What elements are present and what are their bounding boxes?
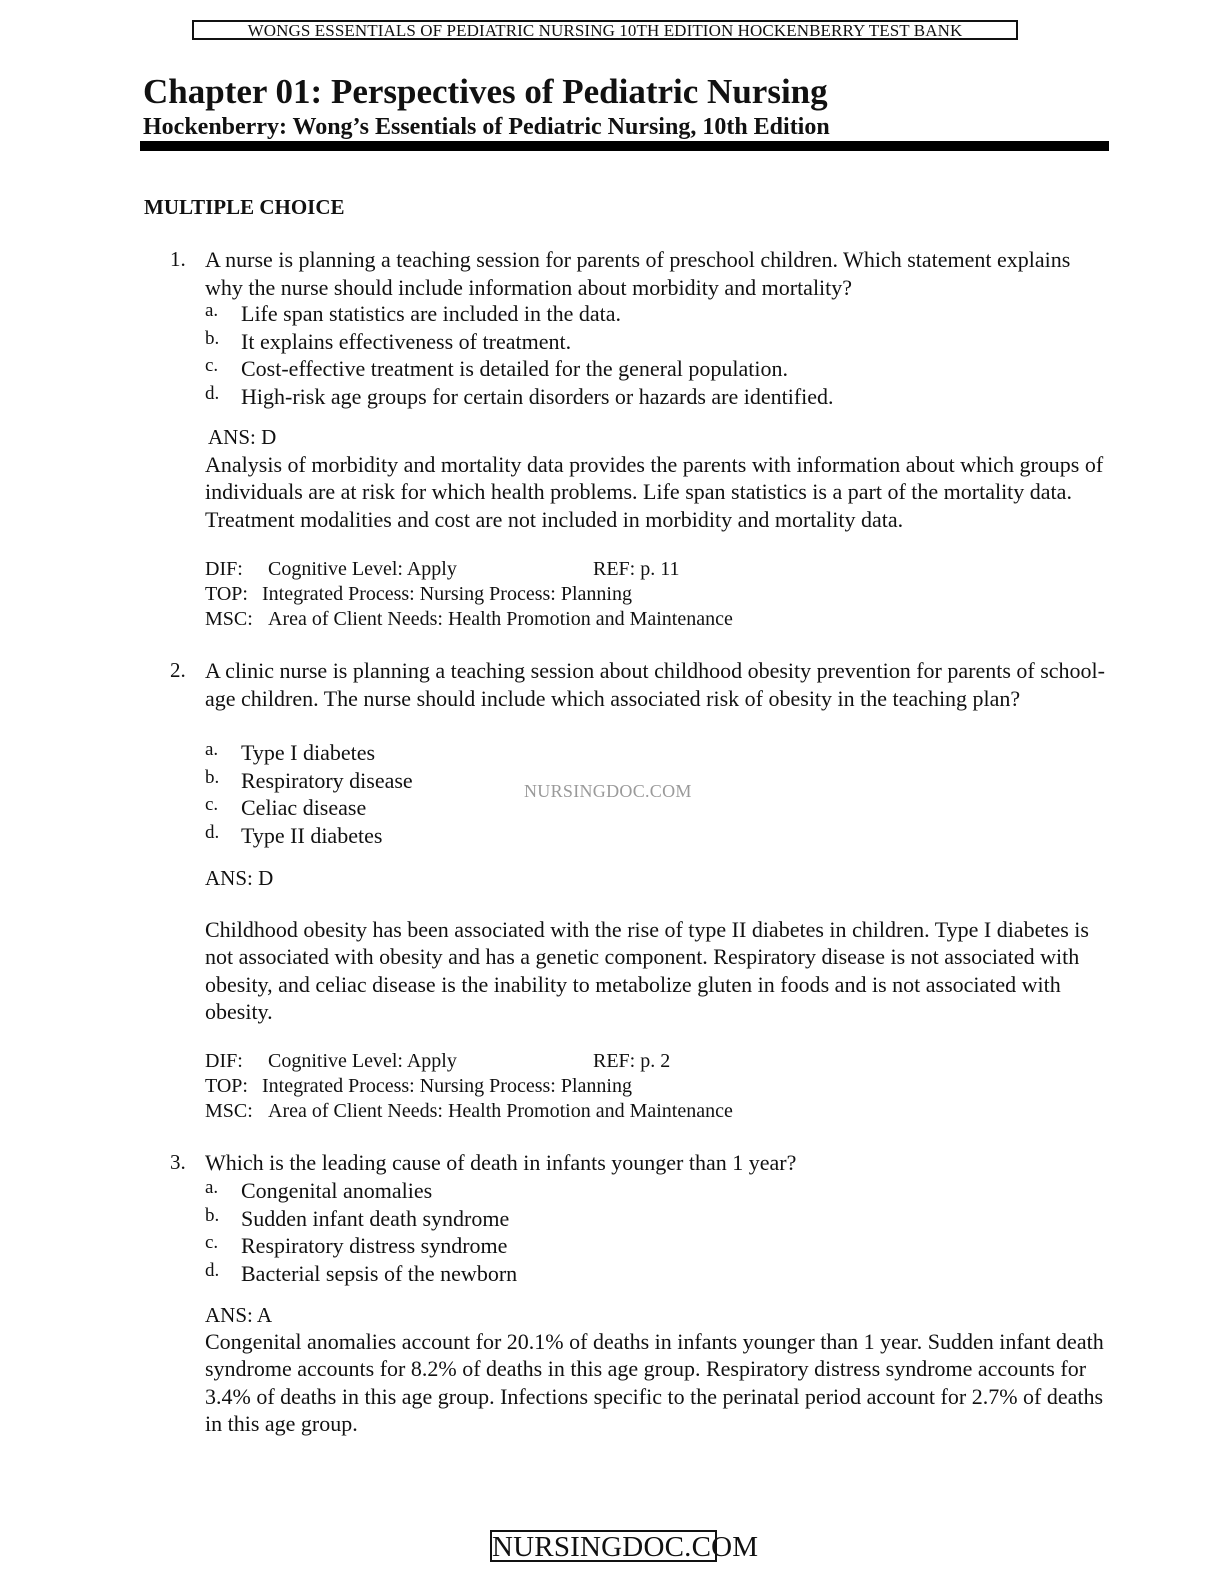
header-banner: WONGS ESSENTIALS OF PEDIATRIC NURSING 10TH EDITION HOCKENBERRY TEST BANK xyxy=(192,20,1018,40)
choice-item xyxy=(205,739,1085,767)
rationale: Analysis of morbidity and mortality data provides the parents with information about which groups of individuals are at risk for which health problems. Life span statistics is a part of the mortality data. Treatment modalities and cost are not included in morbidity and mortality data. xyxy=(205,452,1104,532)
dif-value: Cognitive Level: Apply xyxy=(268,1050,457,1072)
choice-text: It explains effectiveness of treatment. xyxy=(241,328,572,354)
choice-letter: d. xyxy=(205,1259,220,1281)
choice-item xyxy=(205,300,1085,328)
question-stem: Which is the leading cause of death in infants younger than 1 year? xyxy=(205,1150,797,1175)
msc-row xyxy=(205,1099,733,1123)
dif-label: DIF: xyxy=(205,1050,243,1072)
msc-row xyxy=(205,607,733,631)
choice-text: Bacterial sepsis of the newborn xyxy=(241,1260,518,1286)
choice-item xyxy=(205,383,1085,411)
ref-value: REF: p. 2 xyxy=(593,1050,671,1072)
choice-list xyxy=(205,1177,1085,1287)
difficulty-row xyxy=(205,1049,670,1073)
choice-item xyxy=(205,822,1085,850)
choice-letter: d. xyxy=(205,821,220,843)
ref-value: REF: p. 11 xyxy=(593,558,680,580)
choice-letter: b. xyxy=(205,766,220,788)
choice-letter: a. xyxy=(205,1177,219,1198)
top-value: Integrated Process: Nursing Process: Planning xyxy=(262,1075,632,1097)
watermark: NURSINGDOC.COM xyxy=(524,781,692,801)
msc-value: Area of Client Needs: Health Promotion and Maintenance xyxy=(268,608,733,630)
choice-letter: b. xyxy=(205,1204,220,1226)
choice-text: Respiratory distress syndrome xyxy=(241,1233,508,1258)
question-stem: A nurse is planning a teaching session for parents of preschool children. Which statement explains why the nurse should include information about morbidity and mortality? xyxy=(205,247,1071,300)
answer-key: ANS: A xyxy=(205,1303,273,1327)
section-heading: MULTIPLE CHOICE xyxy=(144,195,345,219)
choice-letter: b. xyxy=(205,327,220,349)
book-subtitle: Hockenberry: Wong’s Essentials of Pediatric Nursing, 10th Edition xyxy=(143,114,830,140)
question-number: 2. xyxy=(170,658,186,682)
choice-text: Sudden infant death syndrome xyxy=(241,1205,510,1231)
choice-item xyxy=(205,1205,1085,1233)
choice-letter: d. xyxy=(205,382,220,404)
topic-row xyxy=(205,1074,632,1098)
answer-key: ANS: D xyxy=(205,866,274,890)
choice-letter: a. xyxy=(205,739,219,760)
question-number: 1. xyxy=(170,247,186,271)
choice-text: Respiratory disease xyxy=(241,767,413,793)
choice-text: Celiac disease xyxy=(241,795,367,820)
choice-item xyxy=(205,328,1085,356)
title-rule xyxy=(140,141,1109,151)
choice-text: High-risk age groups for certain disorders or hazards are identified. xyxy=(241,383,834,409)
chapter-title: Chapter 01: Perspectives of Pediatric Nursing xyxy=(143,72,828,111)
rationale: Childhood obesity has been associated with the rise of type II diabetes in children. Type I diabetes is not associated with obesity and has a genetic component. Respiratory disease is not associated with obesity, and celiac disease is the inability to metabolize gluten in foods and is not associated with obesity. xyxy=(205,917,1089,1024)
dif-value: Cognitive Level: Apply xyxy=(268,558,457,580)
choice-letter: a. xyxy=(205,300,219,321)
topic-row xyxy=(205,582,632,606)
answer-key: ANS: D xyxy=(208,425,277,449)
choice-item xyxy=(205,355,1085,383)
choice-item xyxy=(205,1260,1085,1288)
msc-value: Area of Client Needs: Health Promotion and Maintenance xyxy=(268,1100,733,1122)
choice-letter: c. xyxy=(205,794,219,815)
choice-text: Type II diabetes xyxy=(241,822,383,848)
choice-letter: c. xyxy=(205,355,219,376)
choice-item xyxy=(205,1232,1085,1260)
difficulty-row xyxy=(205,557,680,581)
top-label: TOP: xyxy=(205,583,248,605)
choice-list xyxy=(205,300,1085,410)
choice-text: Congenital anomalies xyxy=(241,1178,433,1203)
choice-text: Cost-effective treatment is detailed for the general population. xyxy=(241,356,788,381)
footer-link[interactable]: NURSINGDOC.COM xyxy=(492,1531,759,1563)
msc-label: MSC: xyxy=(205,1100,253,1122)
dif-label: DIF: xyxy=(205,558,243,580)
msc-label: MSC: xyxy=(205,608,253,630)
choice-letter: c. xyxy=(205,1232,219,1253)
question-number: 3. xyxy=(170,1150,186,1174)
choice-item xyxy=(205,1177,1085,1205)
question-stem: A clinic nurse is planning a teaching session about childhood obesity prevention for parents of school-age children. The nurse should include which associated risk of obesity in the teaching plan? xyxy=(205,658,1105,711)
top-label: TOP: xyxy=(205,1075,248,1097)
choice-text: Life span statistics are included in the data. xyxy=(241,301,621,326)
choice-text: Type I diabetes xyxy=(241,740,376,765)
rationale: Congenital anomalies account for 20.1% of deaths in infants younger than 1 year. Sudden infant death syndrome accounts for 8.2% of deaths in this age group. Respiratory distress syndrome accounts for 3.4% of deaths in this age group. Infections specific to the perinatal period account for 2.7% of deaths in this age group. xyxy=(205,1329,1104,1436)
top-value: Integrated Process: Nursing Process: Planning xyxy=(262,583,632,605)
